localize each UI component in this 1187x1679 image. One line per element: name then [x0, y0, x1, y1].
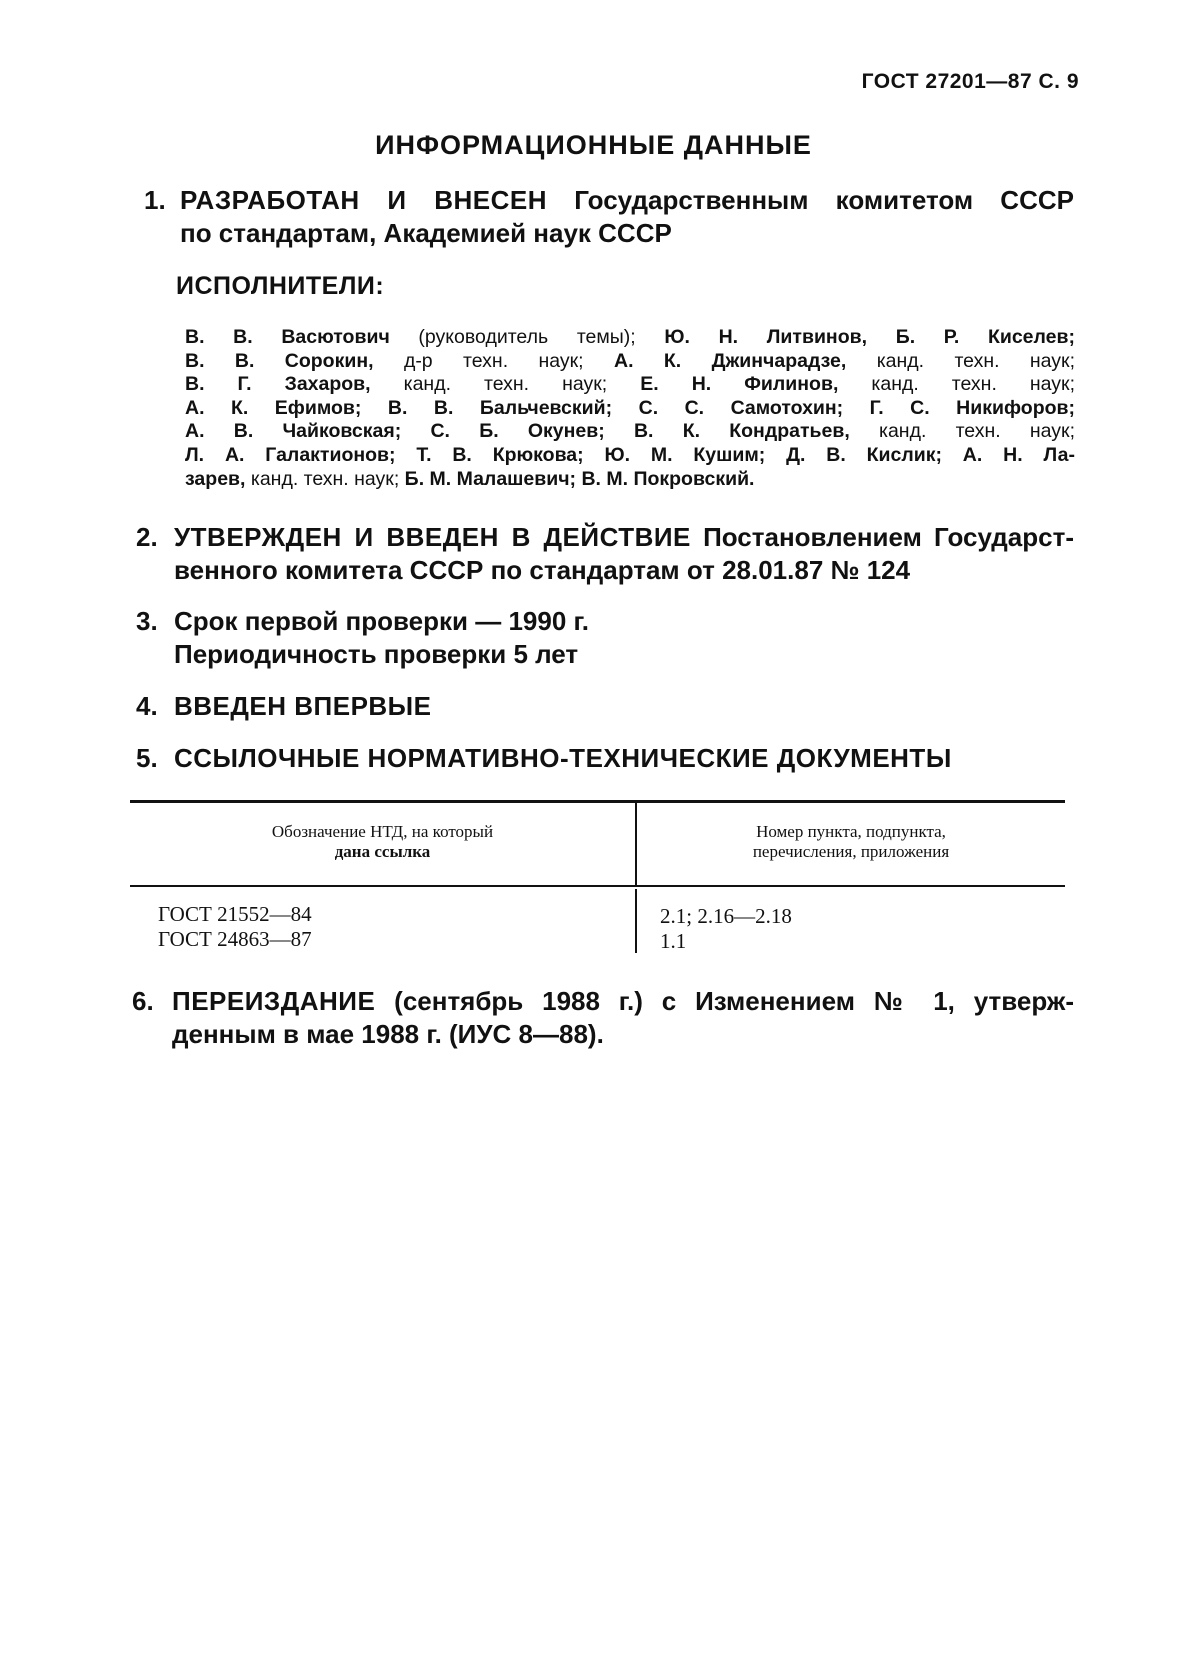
performer-text: Ю. Н. Литвинов, Б. Р. Киселев;	[664, 326, 1075, 348]
table-ref-column	[660, 904, 792, 954]
performer-text: А. В. Чайковская; С. Б. Окунев; В. К. Кондратьев,	[185, 420, 879, 443]
section-2-caps: УТВЕРЖДЕН И ВВЕДЕН В ДЕЙСТВИЕ	[174, 522, 691, 552]
section-2-number: 2.	[136, 522, 158, 552]
section-6-line-1-rest: (сентябрь 1988 г.) с Изменением № 1, утверж-	[394, 986, 1074, 1016]
performer-text: А. К. Ефимов; В. В. Бальчевский; С. С. Самотохин; Г. С. Никифоров;	[185, 396, 1075, 419]
section-5	[136, 742, 1036, 778]
table-col1-header-line-1: Обозначение НТД, на который	[271, 822, 494, 841]
performer-line	[185, 444, 1075, 468]
section-4-text: ВВЕДЕН ВПЕРВЫЕ	[174, 691, 432, 721]
table-row-ref: 1.1	[660, 929, 687, 953]
section-4	[136, 690, 736, 726]
performer-text: Б. М. Малашевич; В. М. Покровский.	[404, 467, 755, 490]
performer-text: канд. техн. наук;	[876, 349, 1075, 372]
table-doc-column	[158, 902, 312, 952]
table-body-divider	[635, 889, 637, 953]
section-3-line-2: Периодичность проверки 5 лет	[174, 639, 579, 669]
section-1-number: 1.	[144, 185, 166, 215]
table-row-doc: ГОСТ 24863—87	[158, 927, 312, 951]
table-col1-header-line-2: дана ссылка	[334, 842, 431, 861]
performer-text: А. К. Джинчарадзе,	[613, 349, 877, 372]
section-6-line-2: денным в мае 1988 г. (ИУС 8—88).	[172, 1019, 604, 1049]
section-2-line-1	[174, 521, 1074, 554]
performer-text: канд. техн. наук;	[403, 373, 641, 396]
performer-text: В. В. Сорокин,	[185, 349, 404, 372]
reference-table	[130, 800, 1065, 960]
section-6-line-1	[172, 985, 1074, 1018]
table-col2-header	[637, 822, 1065, 862]
performer-text: Л. А. Галактионов; Т. В. Крюкова; Ю. М. Кушим; Д. В. Кислик; А. Н. Ла-	[185, 443, 1075, 466]
section-2-line-1-rest: Постановлением Государст-	[703, 522, 1074, 552]
section-3	[136, 605, 836, 675]
section-1-line-1-rest: Государственным комитетом СССР	[574, 185, 1074, 215]
performer-text: канд. техн. наук;	[250, 467, 405, 490]
performer-line	[185, 350, 1075, 374]
section-2-line-2: венного комитета СССР по стандартам от 28.01.87 № 124	[174, 555, 911, 585]
section-2	[136, 521, 1074, 591]
section-4-number: 4.	[136, 691, 158, 721]
performer-line	[185, 397, 1075, 421]
performer-line	[185, 468, 1075, 492]
section-5-text: ССЫЛОЧНЫЕ НОРМАТИВНО-ТЕХНИЧЕСКИЕ ДОКУМЕНТЫ	[174, 743, 952, 773]
table-col1-header	[130, 822, 635, 862]
section-1-line-1	[180, 184, 1074, 217]
performer-text: зарев,	[185, 467, 251, 490]
section-1-caps: РАЗРАБОТАН И ВНЕСЕН	[180, 185, 548, 215]
section-5-number: 5.	[136, 743, 158, 773]
performer-text: (руководитель темы);	[389, 326, 665, 348]
section-6-caps: ПЕРЕИЗДАНИЕ	[172, 986, 376, 1016]
document-title: ИНФОРМАЦИОННЫЕ ДАННЫЕ	[375, 130, 812, 160]
performers-title: ИСПОЛНИТЕЛИ:	[176, 272, 385, 300]
section-6-number: 6.	[132, 986, 154, 1016]
section-3-line-1: Срок первой проверки — 1990 г.	[174, 606, 589, 636]
performer-line	[185, 420, 1075, 444]
table-row-ref: 2.1; 2.16—2.18	[660, 904, 792, 928]
performer-text: В. Г. Захаров,	[185, 373, 404, 396]
performer-text: Е. Н. Филинов,	[640, 373, 872, 396]
performer-line	[185, 373, 1075, 397]
section-1-line-2: по стандартам, Академией наук СССР	[180, 218, 672, 248]
performer-text: канд. техн. наук;	[871, 373, 1075, 396]
table-col2-header-line-2: перечисления, приложения	[752, 842, 950, 861]
table-top-rule	[130, 800, 1065, 803]
performer-text: В. В. Васютович	[185, 326, 390, 348]
table-header-rule	[130, 885, 1065, 887]
section-3-number: 3.	[136, 606, 158, 636]
table-col2-header-line-1: Номер пункта, подпункта,	[756, 822, 946, 841]
section-1	[144, 184, 1074, 254]
page-header-code: ГОСТ 27201—87 С. 9	[861, 70, 1079, 93]
table-row-doc: ГОСТ 21552—84	[158, 902, 312, 926]
performer-line	[185, 326, 1075, 350]
performer-text: канд. техн. наук;	[879, 420, 1075, 443]
section-6	[132, 985, 1074, 1055]
performers-list	[185, 326, 1075, 491]
performer-text: д-р техн. наук;	[403, 349, 614, 372]
